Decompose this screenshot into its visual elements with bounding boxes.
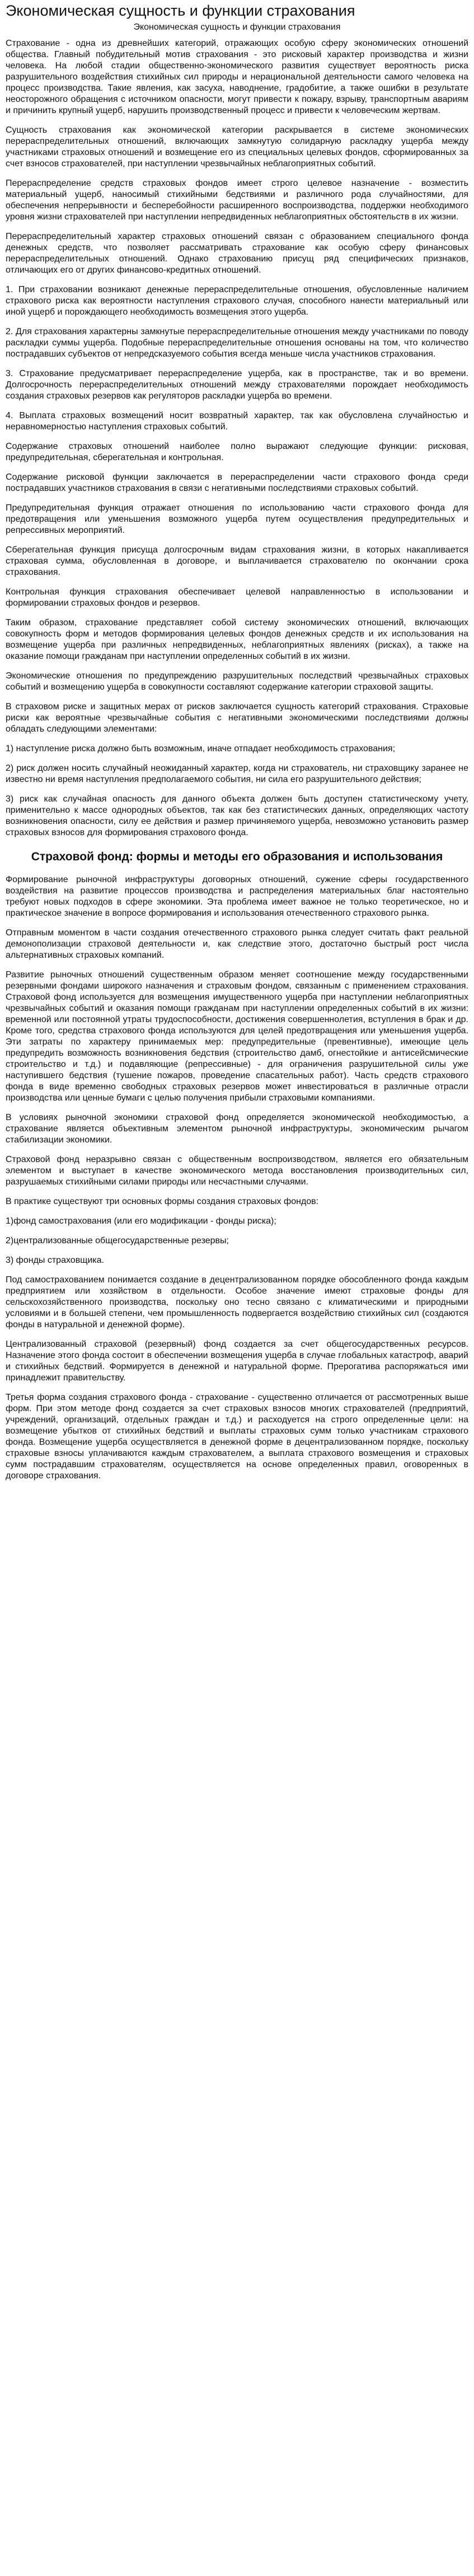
paragraph: 1. При страховании возникают денежные перераспределительные отношения, обусловленные наличием страхового риска как вероятности наступления страхового случая, способного нанести материальный или иной ущерб и порождающего необходимость возмещения этого ущерба.	[6, 285, 468, 317]
paragraph: 1) наступление риска должно быть возможным, иначе отпадает необходимость страхования;	[6, 744, 396, 753]
paragraph: Таким образом, страхование представляет собой систему экономических отношений, включающих совокупность форм и методов формирования целевых фондов денежных средств и их использования на возмещение ущерба при различных непредвиденных, неблагоприятных явлениях (рисках), а также на оказание помощи гражданам при наступлении определенных событий в их жизни.	[6, 618, 468, 661]
paragraph: В страховом риске и защитных мерах от рисков заключается сущность категорий страхования. Страховые риски как вероятные чрезвычайные события с негативными экономическими последствиями должны обладать следующими элементами:	[6, 702, 468, 734]
paragraph: В условиях рыночной экономики страховой фонд определяется экономической необходимостью, а страхование является объективным элементом рыночной инфраструктуры, экономическим рычагом стабилизации экономики.	[6, 1113, 468, 1145]
paragraph: 3) риск как случайная опасность для данного объекта должен быть доступен статистическому учету, применительно к массе однородных объектов, так как без статистических данных, определяющих частоту возникновения опасности, силу ее действия и размер причиняемого ущерба, невозможно установить размер страховых взносов для формирования страхового фонда.	[6, 794, 468, 837]
paragraph: В практике существуют три основных формы создания страховых фондов:	[6, 1197, 319, 1206]
paragraph: 2) риск должен носить случайный неожиданный характер, когда ни страхователь, ни страховщику заранее не известно ни время наступления предполагаемого события, ни сила его разрушительного действия;	[6, 764, 468, 784]
paragraph: Сущность страхования как экономической категории раскрывается в системе экономических перераспределительных отношений, включающих замкнутую солидарную раскладку ущерба между участниками страховых отношений и возмещение его из специальных целевых фондов, сформированных за счет взносов страхователей, при наступлении чрезвычайных неблагоприятных событий.	[6, 125, 468, 168]
paragraph: Перераспределительный характер страховых отношений связан с образованием специального фонда денежных средств, что позволяет рассматривать страхование как особую сферу финансовых перераспределительных отношений. Однако страхованию присущ ряд специфических признаков, отличающих его от других финансово-кредитных отношений.	[6, 232, 468, 275]
paragraph: 3. Страхование предусматривает перераспределение ущерба, как в пространстве, так и во времени. Долгосрочность перераспределительных отношений между страхователями порождает необходимость создания страховых резервов как регуляторов раскладки ущерба во времени.	[6, 369, 468, 401]
article-subtitle: Экономическая сущность и функции страхования	[133, 22, 341, 32]
paragraph: 2)централизованные общегосударственные резервы;	[6, 1236, 229, 1245]
paragraph: Экономические отношения по предупреждению разрушительных последствий чрезвычайных страховых событий и возмещению ущерба в совокупности составляют содержание категории страховой защиты.	[6, 671, 468, 692]
paragraph: Сберегательная функция присуща долгосрочным видам страхования жизни, в которых накапливается страховая сумма, обусловленная в договоре, и выплачивается страхователю по окончании срока страхования.	[6, 545, 468, 577]
paragraph: Формирование рыночной инфраструктуры договорных отношений, сужение сферы государственного воздействия на развитие процессов производства и распределения материальных благ настоятельно требуют новых подходов в сфере экономики. Эта проблема имеет важное не только теоретическое, но и практическое значение в вопросе формирования и использования отечественного страхового рынка.	[6, 875, 468, 918]
paragraph: 4. Выплата страховых возмещений носит возвратный характер, так как обусловлена случайностью и неравномерностью наступления страховых событий.	[6, 411, 468, 432]
paragraph: Развитие рыночных отношений существенным образом меняет соотношение между государственными резервными фондами широкого назначения и страховым фондом, связанным с применением страхования. Страховой фонд используется для возмещения имущественного ущерба при наступлении неблагоприятных чрезвычайных событий и оказания помощи гражданам при наступлении определенных событий в их жизни: временной или постоянной утраты трудоспособности, достижения совершеннолетия, вступления в брак и др. Кроме того, средства страхового фонда используются для целей предотвращения или уменьшения ущерба. Эти затраты по характеру принимаемых мер: предупредительные (превентивные), имеющие цель предупредить возможность возникновения бедствия (строительство дамб, огнестойкие и антисейсмические строительство и т.д.) и подавляющие (репрессивные) - для ограничения разрушительной силы уже наступившего бедствия (тушение пожаров, проведение спасательных работ). Часть средств страхового фонда в виде временно свободных страховых резервов может инвестироваться в различные отрасли производства или ценные бумаги с целью получения прибыли страховыми компаниями.	[6, 970, 468, 1103]
paragraph: Страхование - одна из древнейших категорий, отражающих особую сферу экономических отношений общества. Главный побудительный мотив страхования - это рисковый характер производства и жизни человека. На любой стадии общественно-экономического развития существует вероятность риска разрушительного воздействия стихийных сил природы и нерациональной деятельности самого человека на процесс производства. Такие явления, как засуха, наводнение, градобитие, а также ошибки в результате неосторожного обращения с источником опасности, могут привести к пожару, взрыву, транспортным авариям и причинить крупный ущерб, нарушить производственный процесс и привести к человеческим жертвам.	[6, 39, 468, 115]
paragraph: Предупредительная функция отражает отношения по использованию части страхового фонда для предотвращения или уменьшения возможного ущерба путем осуществления предупредительных и репрессивных мероприятий.	[6, 503, 468, 535]
paragraph: Отправным моментом в части создания отечественного страхового рынка следует считать факт реальной демонополизации страховой деятельности и, как следствие этого, достаточно быстрый рост числа альтернативных страховых компаний.	[6, 928, 468, 960]
page-title: Экономическая сущность и функции страхования	[6, 2, 355, 19]
paragraph: Контрольная функция страхования обеспечивает целевой направленностью в использовании и формировании страховых фондов и резервов.	[6, 587, 468, 608]
paragraph: Содержание рисковой функции заключается в перераспределении части страхового фонда среди пострадавших участников страхования в связи с негативными последствиями страховых событий.	[6, 472, 468, 493]
article	[0, 1, 474, 1496]
section-heading: Страховой фонд: формы и методы его образования и использования	[31, 850, 443, 863]
paragraph: Под самострахованием понимается создание в децентрализованном порядке обособленного фонда каждым предприятием или хозяйством в отдельности. Особое значение имеют страховые фонды для сельскохозяйственного производства, поскольку оно тесно связано с климатическими и природными условиями и в большей степени, чем промышленность подвергается воздействию стихийных сил (создаются фонды в натуральной и денежной форме).	[6, 1275, 468, 1329]
section-insurance-fund	[6, 874, 468, 1482]
paragraph: Содержание страховых отношений наиболее полно выражают следующие функции: рисковая, предупредительная, сберегательная и контрольная.	[6, 442, 468, 462]
paragraph: Страховой фонд неразрывно связан с общественным воспроизводством, является его обязательным элементом и выступает в качестве экономического метода восстановления производительных сил, разрушаемых стихийными силами природы или несчастными случаями.	[6, 1155, 468, 1187]
paragraph: 2. Для страхования характерны замкнутые перераспределительные отношения между участниками по поводу раскладки суммы ущерба. Подобные перераспределительные отношения основаны на том, что количество пострадавших субъектов от непредсказуемого события всегда меньше числа участников страхования.	[6, 327, 468, 359]
section-essence	[6, 38, 468, 839]
paragraph: 1)фонд самострахования (или его модификации - фонды риска);	[6, 1216, 276, 1226]
paragraph: Перераспределение средств страховых фондов имеет строго целевое назначение - возместить материальный ущерб, наносимый стихийными бедствиями и различного рода случайностями, для обеспечения непрерывности и бесперебойности расширенного воспроизводства, поддержки необходимого уровня жизни страхователей при наступлении непредвиденных неблагоприятных обстоятельств в их жизни.	[6, 179, 468, 222]
paragraph: Третья форма создания страхового фонда - страхование - существенно отличается от рассмотренных выше форм. При этом методе фонд создается за счет страховых взносов многих страхователей (предприятий, учреждений, организаций, отдельных граждан и т.д.) и расходуется на строго определенные цели: на возмещение убытков от стихийных бедствий и выплаты страховых сумм только участникам страхового фонда. Возмещение ущерба осуществляется в денежной форме в децентрализованном порядке, поскольку страховые взносы уплачиваются каждым страхователем, а выплата страхового возмещения и страховых сумм пострадавшим страхователям, осуществляется на основе определенных правил, оговоренных в договоре страхования.	[6, 1393, 468, 1481]
paragraph: 3) фонды страховщика.	[6, 1256, 104, 1265]
paragraph: Централизованный страховой (резервный) фонд создается за счет общегосударственных ресурсов. Назначение этого фонда состоит в обеспечении возмещения ущерба в случае глобальных катастроф, аварий и стихийных бедствий. Формируется в денежной и натуральной форме. Прерогатива распоряжаться ими принадлежит правительству.	[6, 1339, 468, 1383]
